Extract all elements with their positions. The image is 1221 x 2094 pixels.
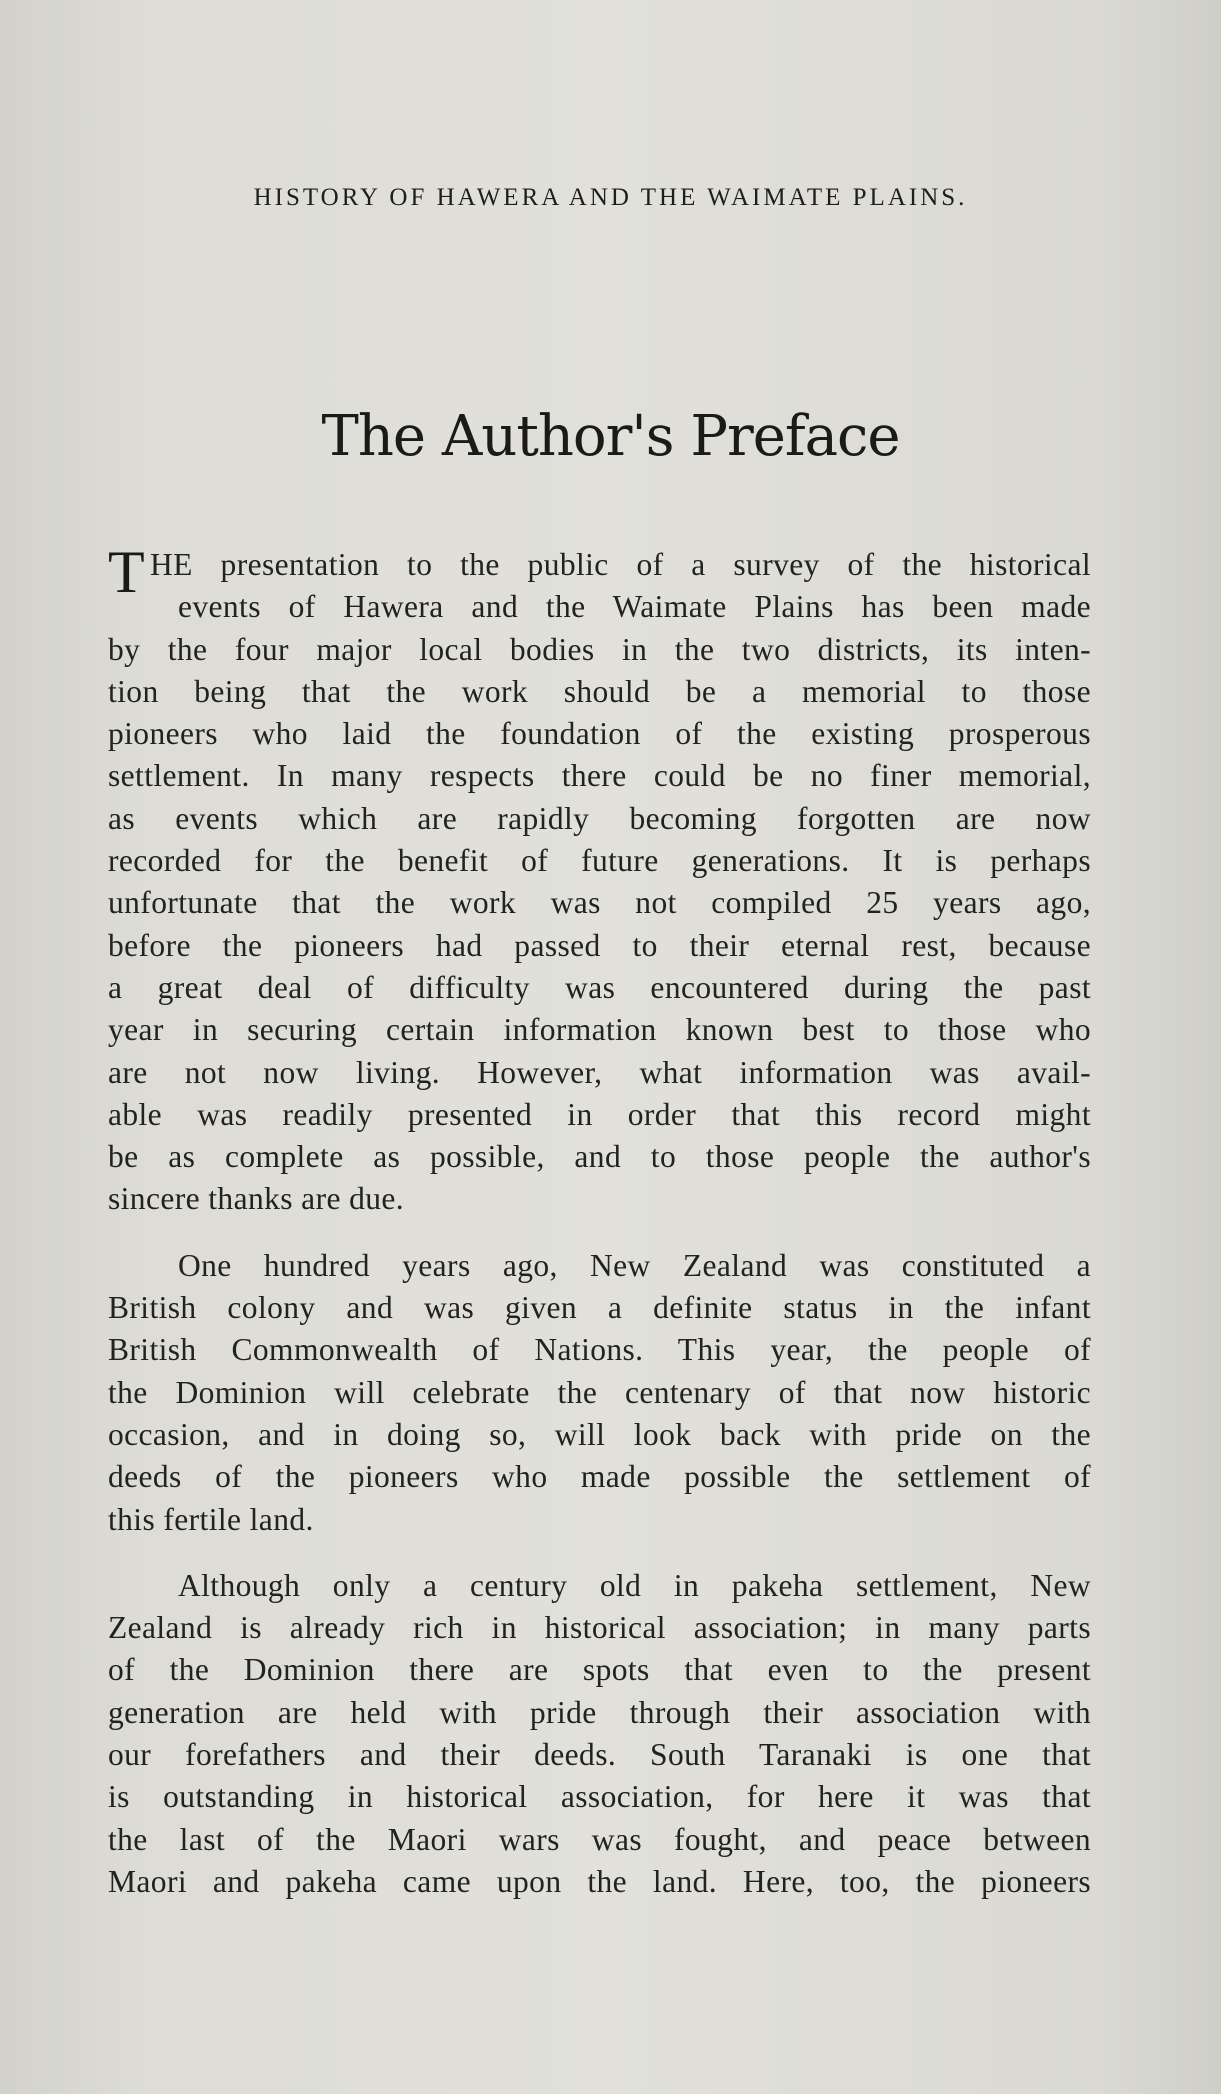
text-line: British Commonwealth of Nations. This year, the people of — [108, 1332, 1091, 1368]
text-line: of the Dominion there are spots that even to the present — [108, 1652, 1091, 1688]
text-line: as events which are rapidly becoming forgotten are now — [108, 800, 1091, 836]
text-line: this fertile land. — [108, 1501, 314, 1537]
text-line: generation are held with pride through their association with — [108, 1694, 1091, 1730]
text-line: unfortunate that the work was not compiled 25 years ago, — [108, 885, 1091, 921]
text-line: are not now living. However, what information was avail- — [108, 1054, 1091, 1090]
preface-body — [108, 539, 1091, 1927]
text-line: One hundred years ago, New Zealand was constituted a — [178, 1247, 1091, 1283]
text-line: events of Hawera and the Waimate Plains has been made — [178, 589, 1091, 625]
text-line: tion being that the work should be a memorial to those — [108, 673, 1091, 709]
text-line: Maori and pakeha came upon the land. Here, too, the pioneers — [108, 1863, 1091, 1899]
text-line: by the four major local bodies in the two districts, its inten- — [108, 631, 1091, 667]
text-line: is outstanding in historical association, for here it was that — [108, 1779, 1091, 1815]
running-head: HISTORY OF HAWERA AND THE WAIMATE PLAINS. — [253, 184, 968, 211]
text-line: settlement. In many respects there could be no finer memorial, — [108, 758, 1091, 794]
paragraph-1 — [108, 539, 1091, 1221]
text-line: sincere thanks are due. — [108, 1181, 405, 1217]
paragraph-2 — [108, 1245, 1091, 1541]
text-line: pioneers who laid the foundation of the existing prosperous — [108, 716, 1091, 752]
text-line: occasion, and in doing so, will look back with pride on the — [108, 1416, 1091, 1452]
text-line: the Dominion will celebrate the centenary of that now historic — [108, 1374, 1091, 1410]
text-line: able was readily presented in order that this record might — [108, 1096, 1091, 1132]
text-line: deeds of the pioneers who made possible the settlement of — [108, 1459, 1091, 1495]
text-line: recorded for the benefit of future generations. It is perhaps — [108, 843, 1091, 879]
text-line: be as complete as possible, and to those people the author's — [108, 1139, 1091, 1175]
text-line: the last of the Maori wars was fought, and peace between — [108, 1821, 1091, 1857]
paragraph-3 — [108, 1565, 1091, 1903]
text-line: year in securing certain information known best to those who — [108, 1012, 1091, 1048]
page-title: The Author's Preface — [321, 404, 900, 469]
text-line: Although only a century old in pakeha settlement, New — [178, 1567, 1091, 1603]
text-line: Zealand is already rich in historical association; in many parts — [108, 1610, 1091, 1646]
text-line: British colony and was given a definite status in the infant — [108, 1290, 1091, 1326]
text-line: HE presentation to the public of a survey of the historical — [150, 547, 1091, 582]
text-line: a great deal of difficulty was encountered during the past — [108, 969, 1091, 1005]
text-line: before the pioneers had passed to their eternal rest, because — [108, 927, 1091, 963]
text-line: our forefathers and their deeds. South Taranaki is one that — [108, 1737, 1091, 1773]
drop-cap: T — [108, 539, 146, 605]
